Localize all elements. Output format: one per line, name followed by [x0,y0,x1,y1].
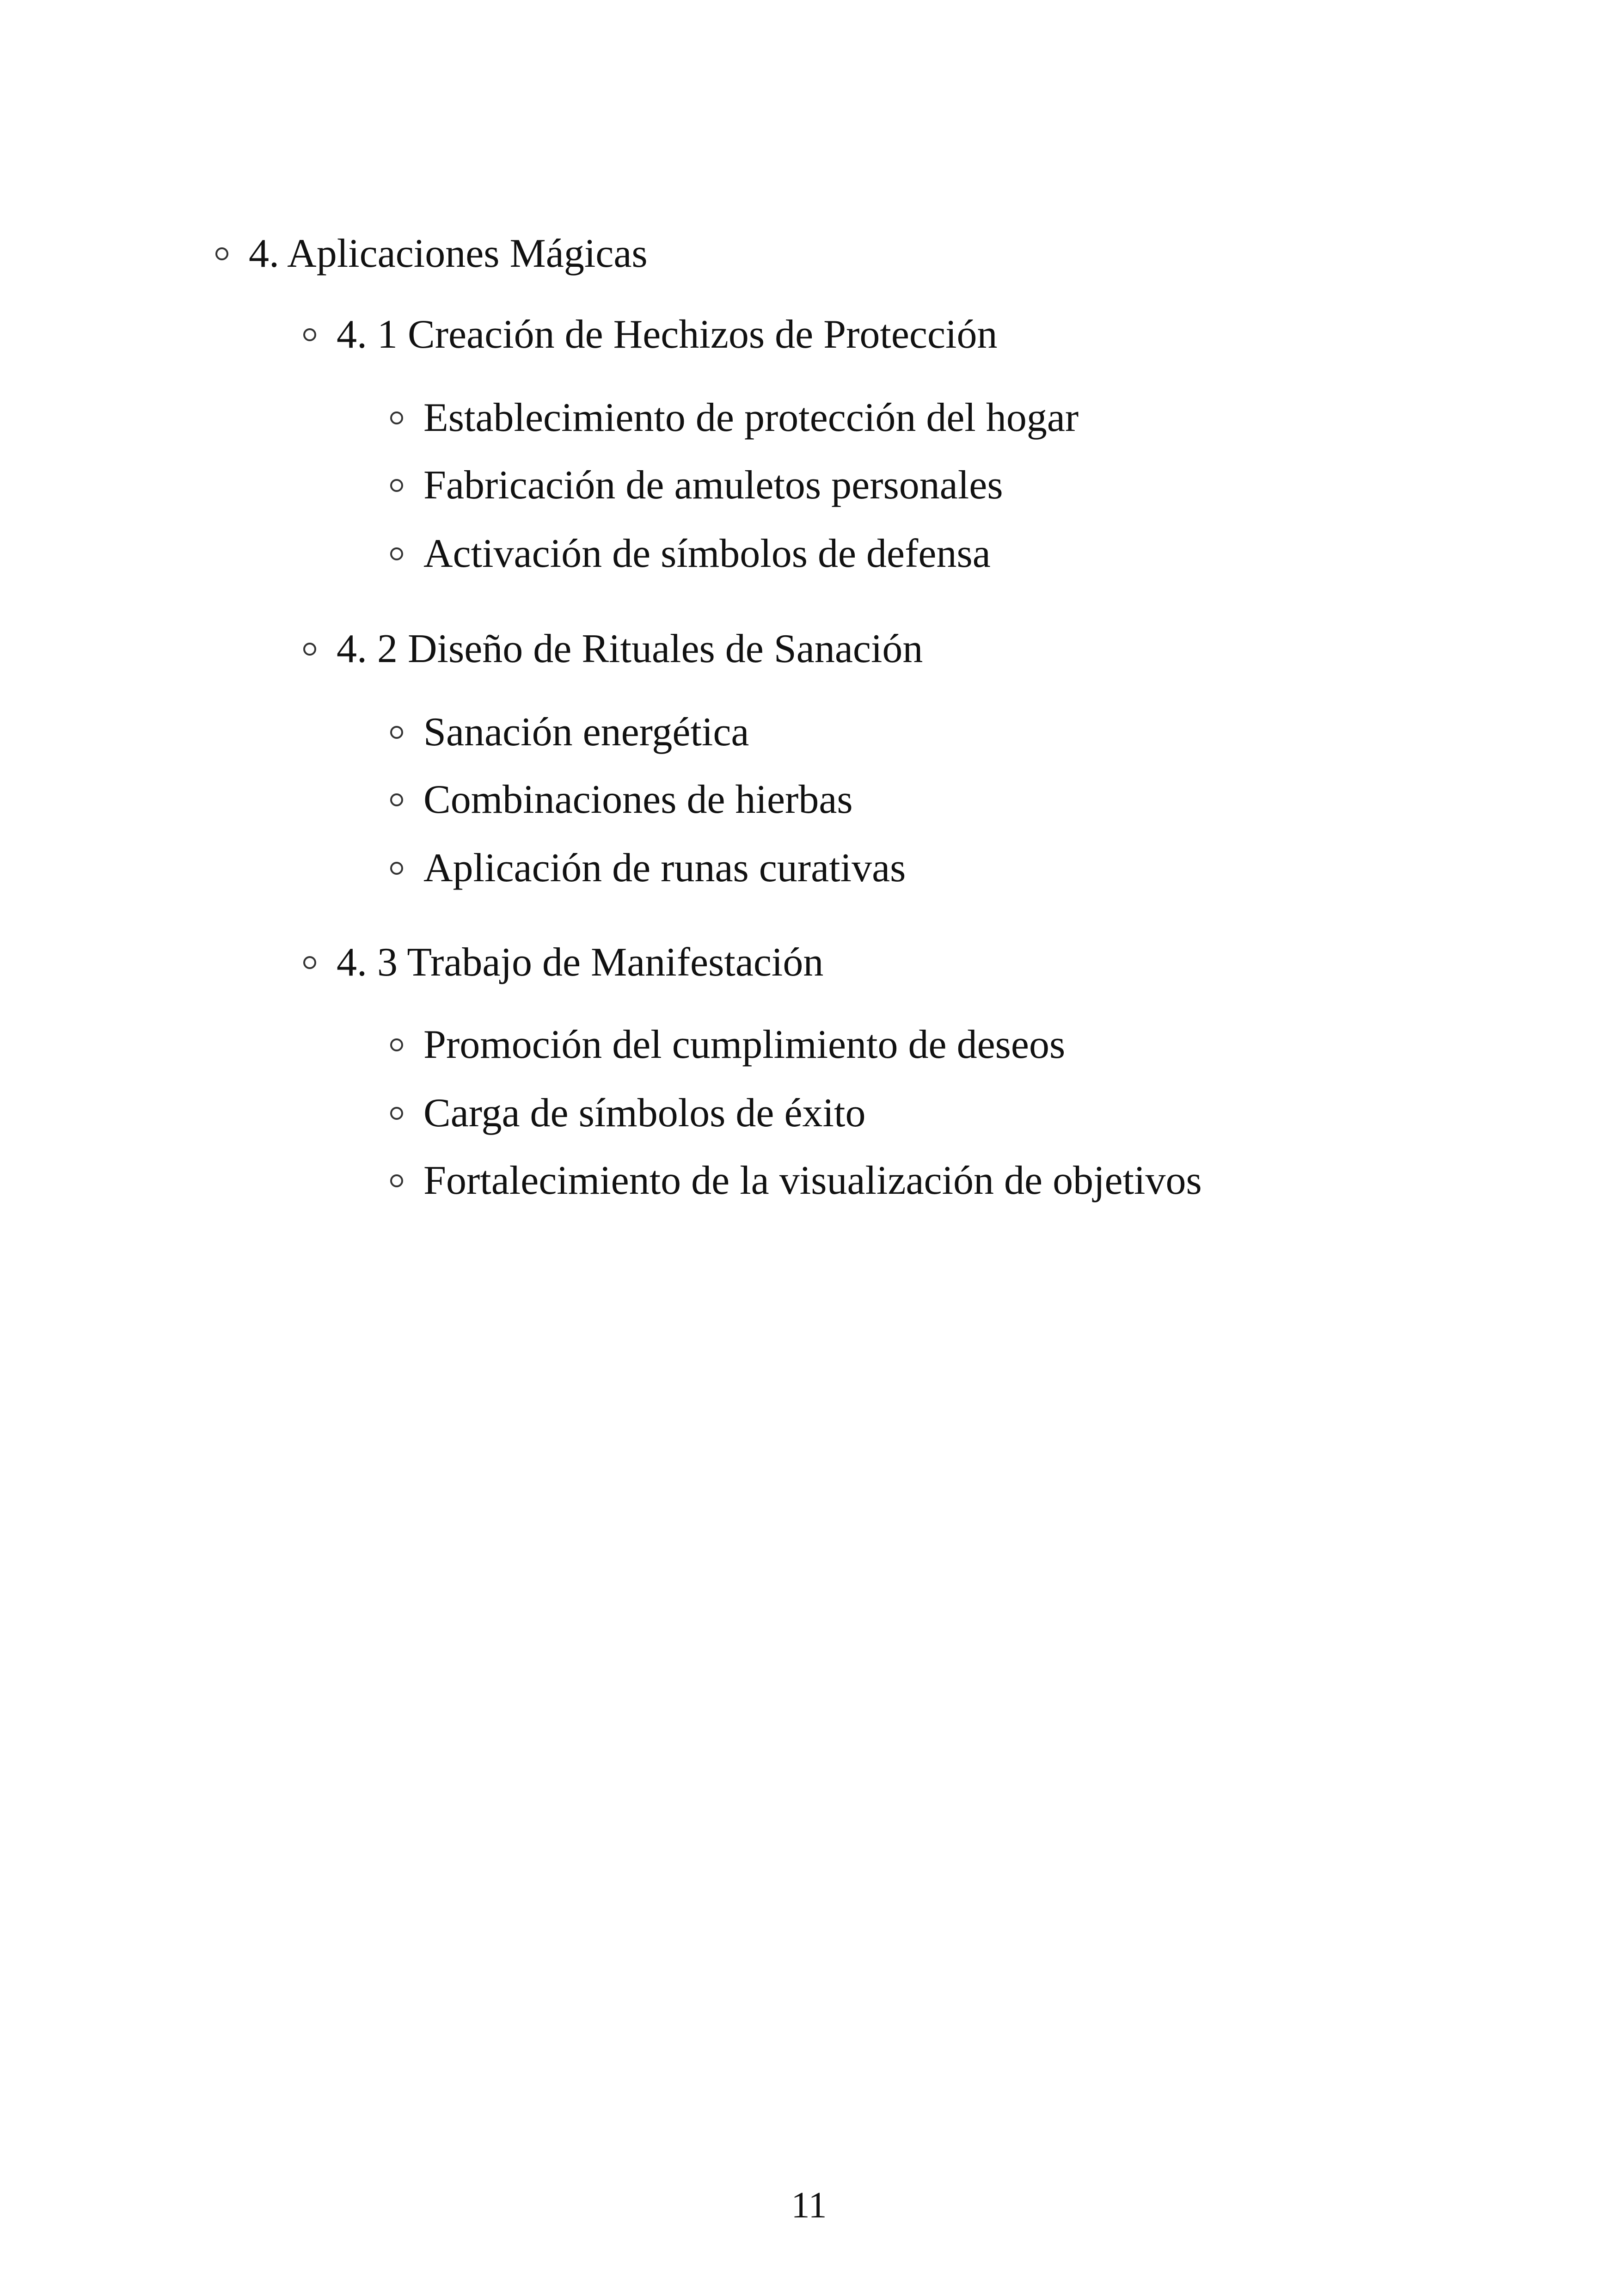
hollow-circle-bullet-icon [390,1174,403,1187]
outline-heading: 4. Aplicaciones Mágicas [249,231,648,276]
list-item-text: Carga de símbolos de éxito [423,1091,866,1136]
hollow-circle-bullet-icon [303,328,316,341]
section-title: 4. 1 Creación de Hechizos de Protección [337,312,998,357]
hollow-circle-bullet-icon [390,479,403,492]
list-item [390,1155,1202,1206]
hollow-circle-bullet-icon [390,793,403,806]
page-number: 11 [791,2185,827,2226]
list-item [390,528,991,579]
list-item-text: Activación de símbolos de defensa [423,531,991,576]
section-title: 4. 2 Diseño de Rituales de Sanación [337,626,923,671]
hollow-circle-bullet-icon [303,643,316,656]
list-item [390,460,1003,511]
list-item-text: Establecimiento de protección del hogar [423,395,1079,440]
section-row-1 [303,309,997,360]
list-item-text: Promoción del cumplimiento de deseos [423,1022,1066,1067]
list-item [390,393,1079,443]
hollow-circle-bullet-icon [390,547,403,560]
list-item-text: Fortalecimiento de la visualización de objetivos [423,1158,1202,1203]
hollow-circle-bullet-icon [215,247,228,260]
hollow-circle-bullet-icon [390,411,403,424]
list-item-text: Sanación energética [423,710,749,755]
hollow-circle-bullet-icon [390,862,403,875]
list-item [390,707,749,758]
hollow-circle-bullet-icon [390,1038,403,1051]
section-title: 4. 3 Trabajo de Manifestación [337,940,824,985]
hollow-circle-bullet-icon [390,1107,403,1120]
list-item [390,1019,1065,1070]
heading-row [215,228,648,279]
list-item [390,1088,865,1139]
list-item-text: Fabricación de amuletos personales [423,463,1003,508]
hollow-circle-bullet-icon [390,726,403,739]
list-item [390,843,906,894]
section-row-3 [303,937,823,988]
list-item-text: Aplicación de runas curativas [423,846,906,890]
list-item [390,774,853,825]
section-row-2 [303,624,923,675]
list-item-text: Combinaciones de hierbas [423,777,853,822]
hollow-circle-bullet-icon [303,956,316,969]
